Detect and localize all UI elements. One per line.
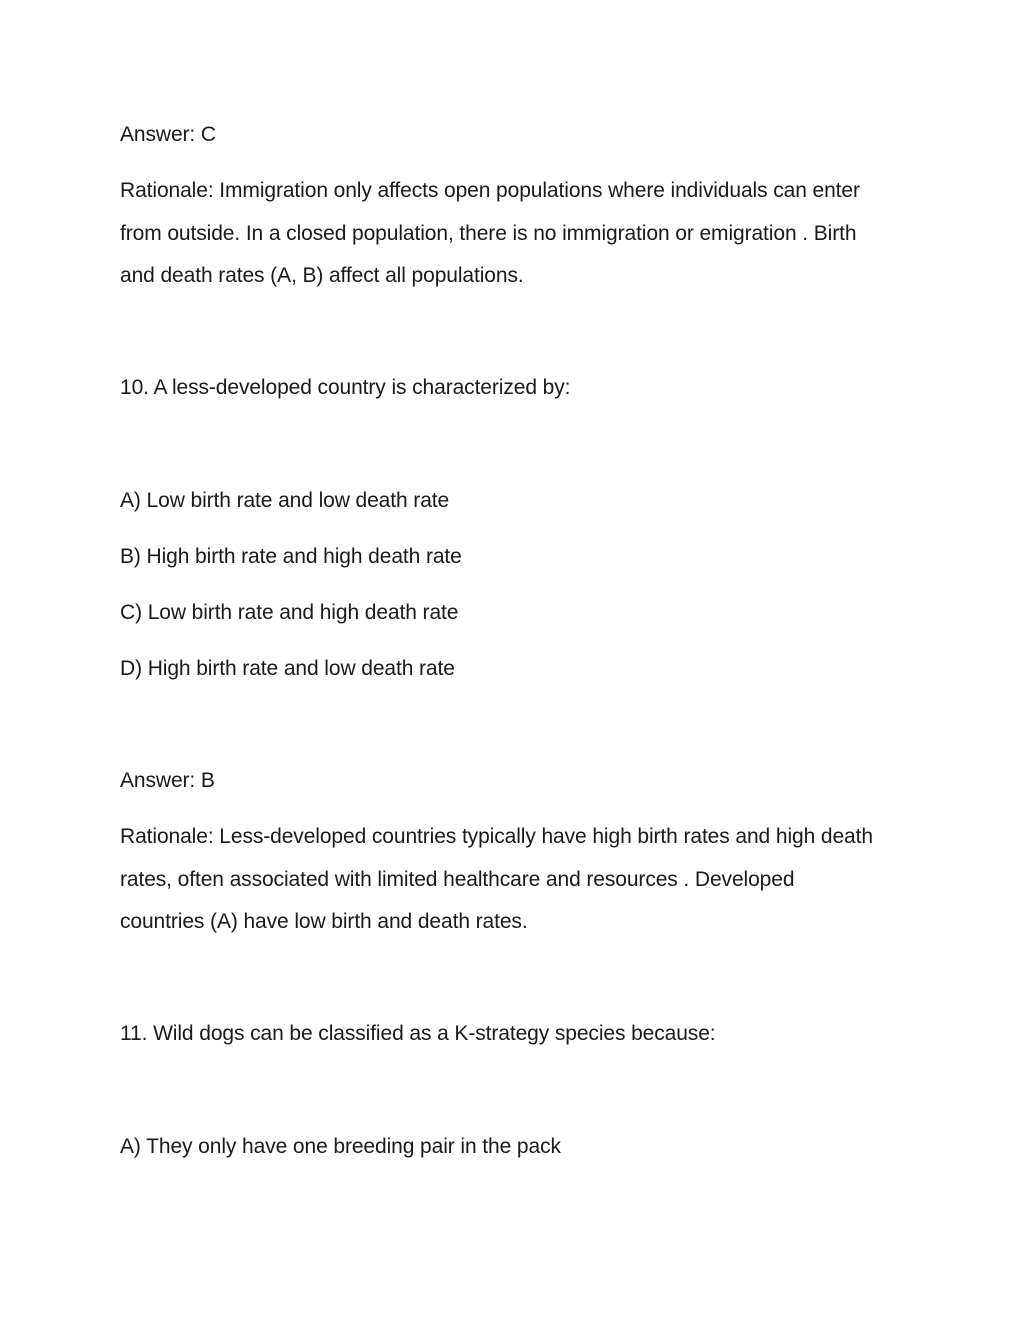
rationale-line-2: from outside. In a closed population, there is no immigration or emigration . Birth <box>120 222 857 245</box>
question-10-option-d: D) High birth rate and low death rate <box>120 657 455 680</box>
question-10-rationale-line-2: rates, often associated with limited healthcare and resources . Developed <box>120 868 795 891</box>
question-10-answer: Answer: B <box>120 769 215 792</box>
question-10-rationale-line-1: Rationale: Less-developed countries typically have high birth rates and high death <box>120 825 873 848</box>
question-10-rationale-line-3: countries (A) have low birth and death rates. <box>120 910 528 933</box>
question-10-option-c: C) Low birth rate and high death rate <box>120 601 459 624</box>
question-10-option-a: A) Low birth rate and low death rate <box>120 489 450 512</box>
rationale-line-3: and death rates (A, B) affect all populations. <box>120 264 524 287</box>
answer-c: Answer: C <box>120 123 216 146</box>
question-11-stem: 11. Wild dogs can be classified as a K-strategy species because: <box>120 1022 716 1045</box>
question-11-option-a: A) They only have one breeding pair in the pack <box>120 1135 561 1158</box>
question-10-option-b: B) High birth rate and high death rate <box>120 545 462 568</box>
question-10-stem: 10. A less-developed country is characterized by: <box>120 376 571 399</box>
rationale-line-1: Rationale: Immigration only affects open populations where individuals can enter <box>120 179 860 202</box>
